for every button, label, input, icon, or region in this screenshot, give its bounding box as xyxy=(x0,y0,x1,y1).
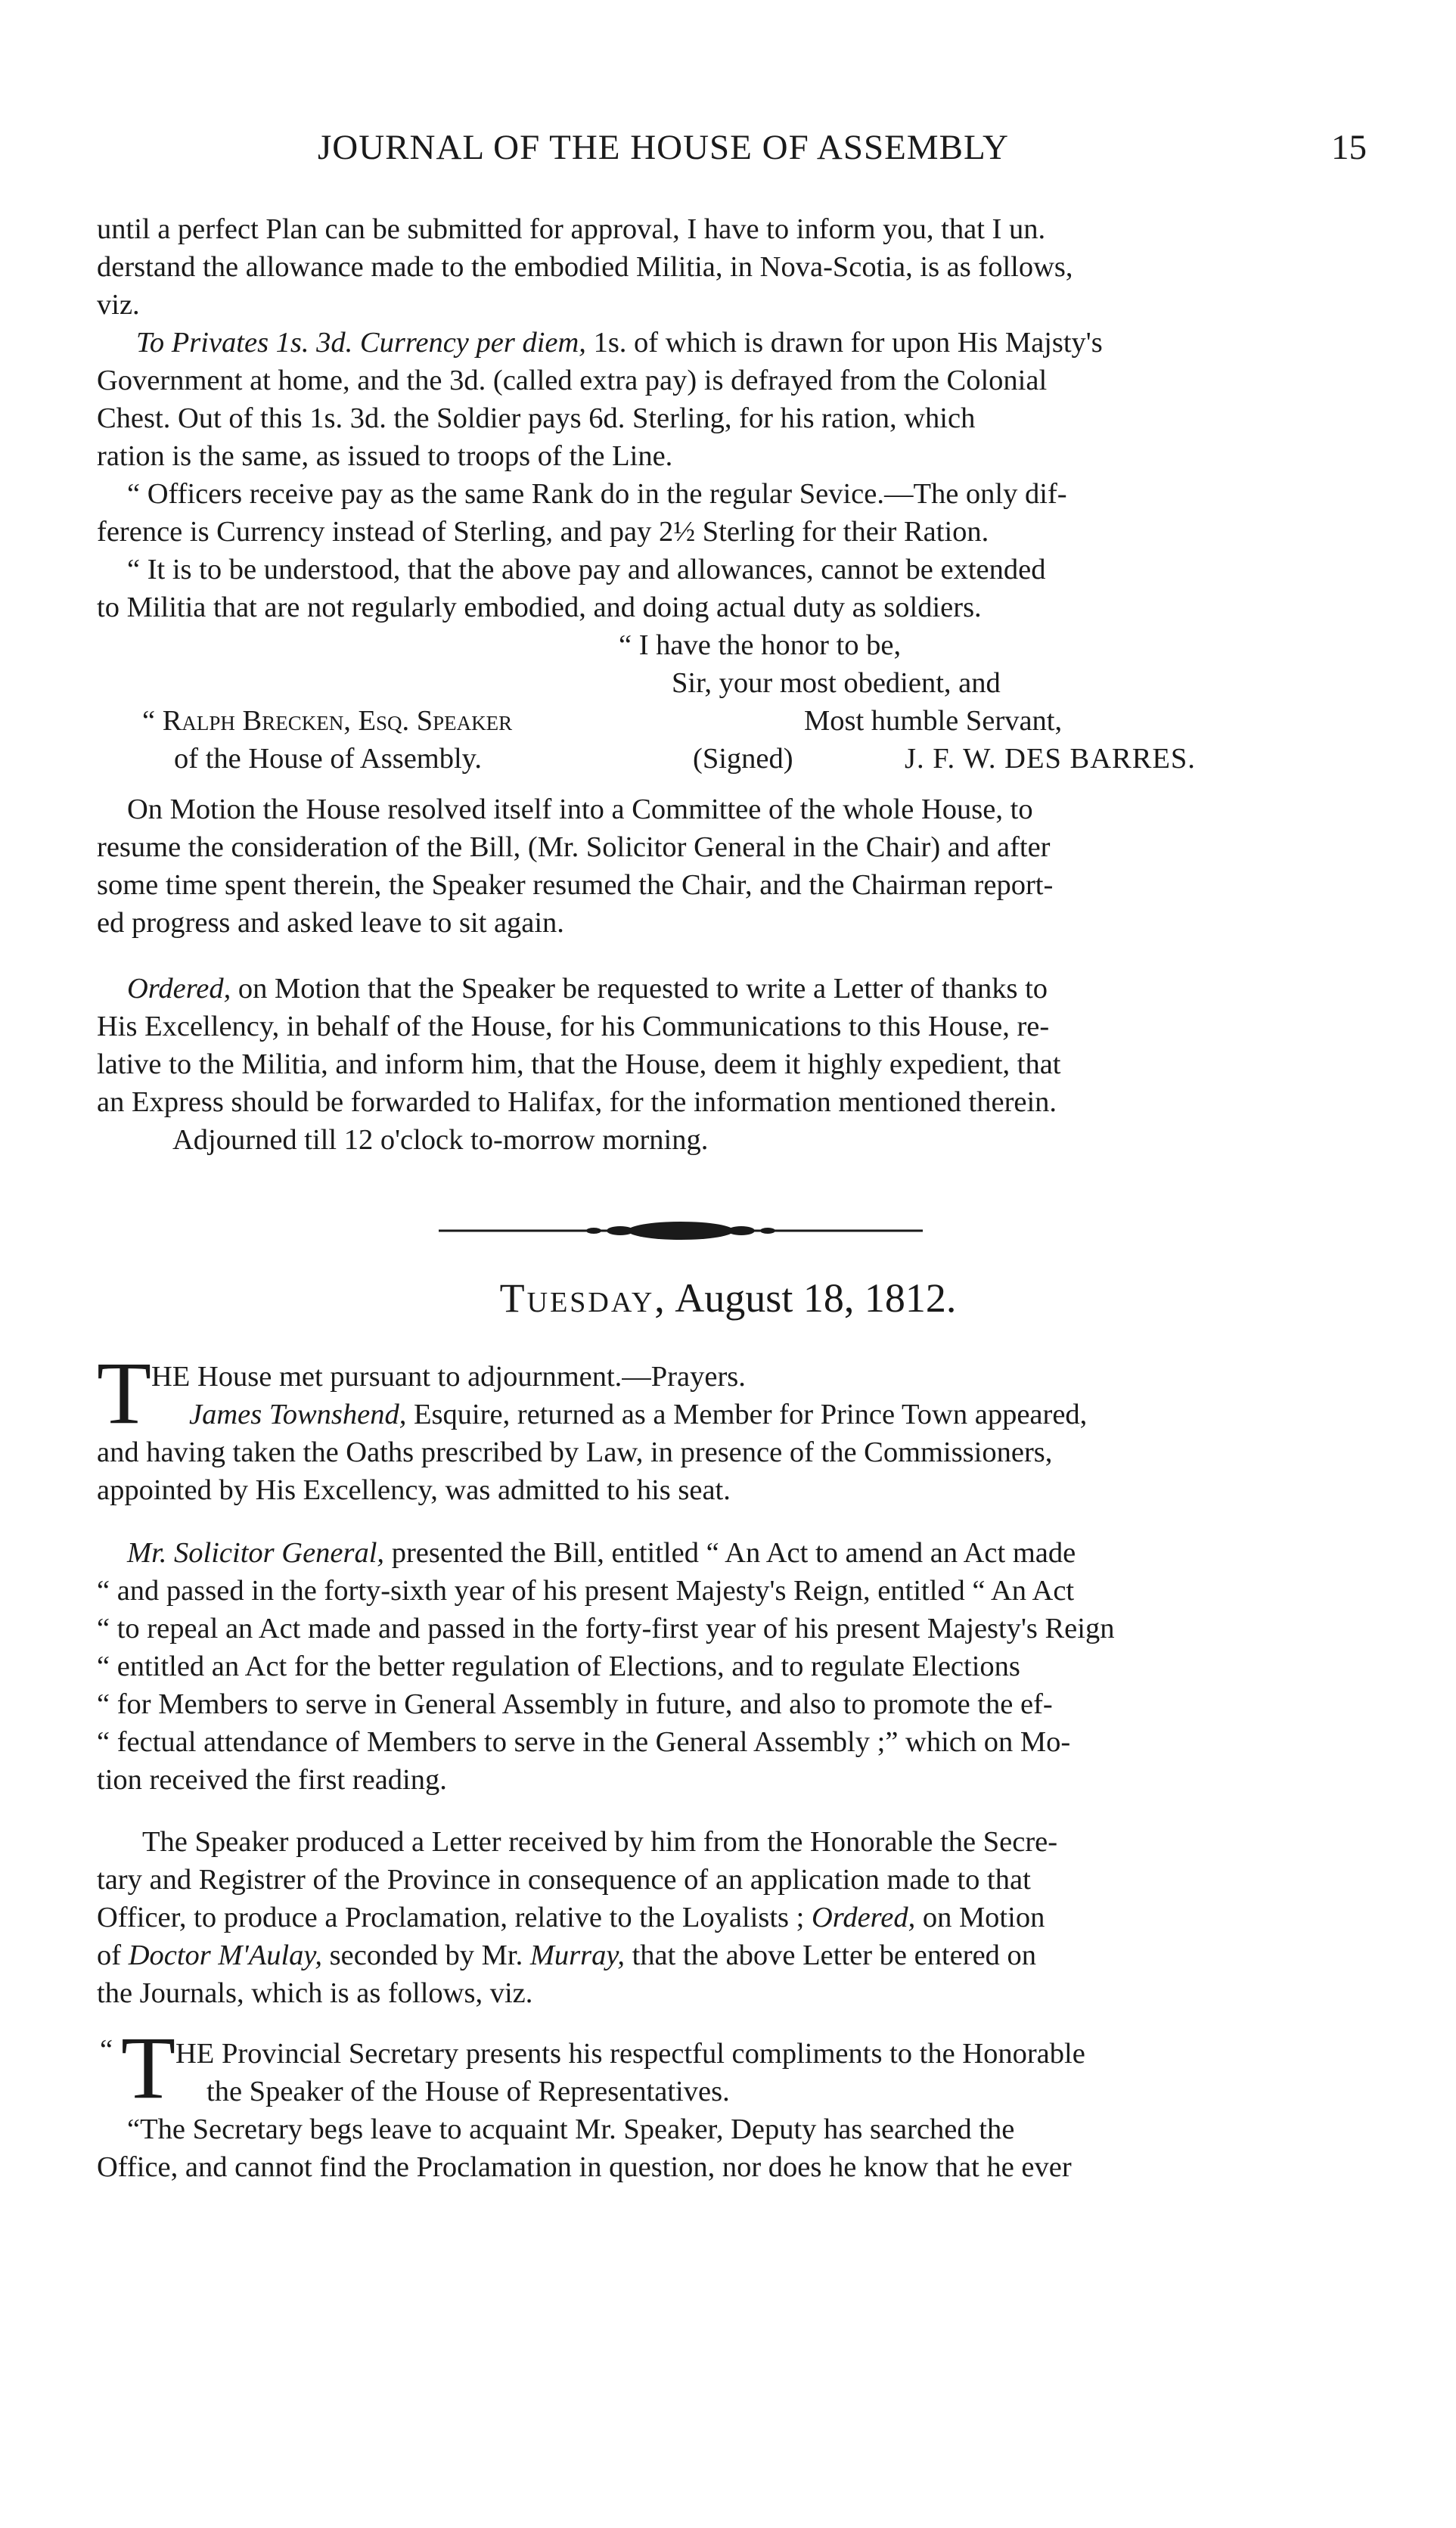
text-line xyxy=(97,1534,1368,1572)
text-line: lative to the Militia, and inform him, that the House, deem it highly expedient, that xyxy=(97,1048,1061,1080)
text-fragment: of xyxy=(97,1939,129,1971)
addressee-line: “ Ralph Brecken, Esq. Speaker xyxy=(142,705,513,737)
page-number: 15 xyxy=(1331,128,1367,167)
text-line: HE Provincial Secretary presents his respectful compliments to the Honorable xyxy=(175,2038,1085,2070)
solicitor-lead: Mr. Solicitor General, xyxy=(127,1537,385,1569)
text-line: Chest. Out of this 1s. 3d. the Soldier pays 6d. Sterling, for his ration, which xyxy=(97,402,976,434)
text-line: “ fectual attendance of Members to serve in the General Assembly ;” which on Mo- xyxy=(97,1726,1071,1758)
closing-line: Sir, your most obedient, and xyxy=(672,667,1001,699)
mover-name: Doctor M'Aulay, xyxy=(128,1939,323,1971)
text-line: ed progress and asked leave to sit again. xyxy=(97,907,564,939)
text-line: the Journals, which is as follows, viz. xyxy=(97,1977,533,2009)
date-text: August 18, 1812. xyxy=(666,1275,957,1321)
text-line xyxy=(97,324,1368,362)
text-line xyxy=(97,1899,1368,1936)
text-line: ference is Currency instead of Sterling, and pay 2½ Sterling for their Ration. xyxy=(97,516,989,548)
seconder-name: Murray, xyxy=(529,1939,625,1971)
text-line: appointed by His Excellency, was admitted to his seat. xyxy=(97,1474,731,1506)
text-line: an Express should be forwarded to Halifax, for the information mentioned therein. xyxy=(97,1086,1057,1118)
page-header xyxy=(0,127,1456,172)
text-line: until a perfect Plan can be submitted for approval, I have to inform you, that I un. xyxy=(97,213,1046,245)
drop-cap: T xyxy=(121,2018,176,2117)
text-line: “ to repeal an Act made and passed in the forty-first year of his present Majesty's Reign xyxy=(97,1613,1115,1644)
text-line: On Motion the House resolved itself into a Committee of the whole House, to xyxy=(127,793,1033,825)
privates-pay-lead: To Privates 1s. 3d. Currency per diem, xyxy=(136,327,586,359)
text-line: “ and passed in the forty-sixth year of his present Majesty's Reign, entitled “ An Act xyxy=(97,1575,1075,1607)
committee-paragraph xyxy=(97,790,1368,942)
ordered-paragraph xyxy=(97,970,1368,1159)
signatory-name: J. F. W. DES BARRES. xyxy=(905,743,1196,775)
text-fragment: on Motion that the Speaker be requested to write a Letter of thanks to xyxy=(231,973,1048,1005)
text-line: derstand the allowance made to the embodied Militia, in Nova-Scotia, is as follows, xyxy=(97,251,1073,283)
drop-cap: T xyxy=(97,1343,152,1443)
text-line: “The Secretary begs leave to acquaint Mr. Speaker, Deputy has searched the xyxy=(127,2113,1015,2145)
text-line: “ It is to be understood, that the above pay and allowances, cannot be extended xyxy=(127,554,1046,585)
text-line: “ Officers receive pay as the same Rank do in the regular Sevice.—The only dif- xyxy=(127,478,1067,510)
text-line: viz. xyxy=(97,289,140,321)
ordered-lead: Ordered, xyxy=(811,1902,916,1933)
closing-line: “ I have the honor to be, xyxy=(619,629,902,661)
text-line: to Militia that are not regularly embodied, and doing actual duty as soldiers. xyxy=(97,592,982,623)
ornamental-rule-icon xyxy=(439,1219,923,1242)
text-line: Office, and cannot find the Proclamation in question, nor does he know that he ever xyxy=(97,2151,1072,2183)
text-line: “ for Members to serve in General Assembly in future, and also to promote the ef- xyxy=(97,1688,1053,1720)
text-line xyxy=(97,1396,1368,1433)
text-line xyxy=(97,1358,1368,1396)
text-fragment: HE House met pursuant to adjournment.—Prayers. xyxy=(151,1361,746,1393)
text-fragment: seconded by Mr. xyxy=(322,1939,530,1971)
text-line: Government at home, and the 3d. (called extra pay) is defrayed from the Colonial xyxy=(97,365,1048,396)
text-line: ration is the same, as issued to troops of the Line. xyxy=(97,440,673,472)
date-heading xyxy=(0,1275,1456,1321)
text-fragment: on Motion xyxy=(915,1902,1045,1933)
solicitor-paragraph xyxy=(97,1534,1368,1799)
letter-signature-block xyxy=(97,626,1368,778)
open-quote: “ xyxy=(100,2034,113,2066)
ordered-lead: Ordered, xyxy=(127,973,231,1005)
text-line: resume the consideration of the Bill, (Mr. Solicitor General in the Chair) and after xyxy=(97,831,1051,863)
text-line: and having taken the Oaths prescribed by Law, in presence of the Commissioners, xyxy=(97,1436,1053,1468)
meeting-paragraph xyxy=(97,1343,1368,1509)
adjourned-line: Adjourned till 12 o'clock to-morrow morning. xyxy=(172,1124,709,1156)
weekday: Tuesday, xyxy=(499,1275,667,1321)
text-fragment: 1s. of which is drawn for upon His Majsty's xyxy=(585,327,1103,359)
text-line: tary and Registrer of the Province in consequence of an application made to that xyxy=(97,1864,1031,1896)
text-line xyxy=(97,1936,1368,1974)
letter-continuation xyxy=(97,210,1368,626)
text-fragment: that the above Letter be entered on xyxy=(624,1939,1037,1971)
signed-label: (Signed) xyxy=(693,743,793,775)
secretary-note xyxy=(97,2035,1368,2186)
text-line: the Speaker of the House of Representatives. xyxy=(206,2076,730,2107)
text-line: The Speaker produced a Letter received by him from the Honorable the Secre- xyxy=(142,1826,1058,1858)
speaker-paragraph xyxy=(97,1823,1368,2012)
addressee-line: of the House of Assembly. xyxy=(174,743,483,775)
text-line: “ entitled an Act for the better regulation of Elections, and to regulate Elections xyxy=(97,1651,1020,1682)
text-fragment: Esquire, returned as a Member for Prince Town appeared, xyxy=(406,1399,1088,1430)
text-line: tion received the first reading. xyxy=(97,1764,447,1796)
text-line: some time spent therein, the Speaker resumed the Chair, and the Chairman report- xyxy=(97,869,1054,901)
text-fragment: presented the Bill, entitled “ An Act to amend an Act made xyxy=(384,1537,1076,1569)
member-name: James Townshend, xyxy=(189,1399,407,1430)
closing-line: Most humble Servant, xyxy=(804,705,1063,737)
running-title: JOURNAL OF THE HOUSE OF ASSEMBLY xyxy=(318,128,1009,167)
text-line xyxy=(97,970,1368,1008)
text-line: His Excellency, in behalf of the House, for his Communications to this House, re- xyxy=(97,1011,1050,1042)
text-fragment: Officer, to produce a Proclamation, relative to the Loyalists ; xyxy=(97,1902,812,1933)
